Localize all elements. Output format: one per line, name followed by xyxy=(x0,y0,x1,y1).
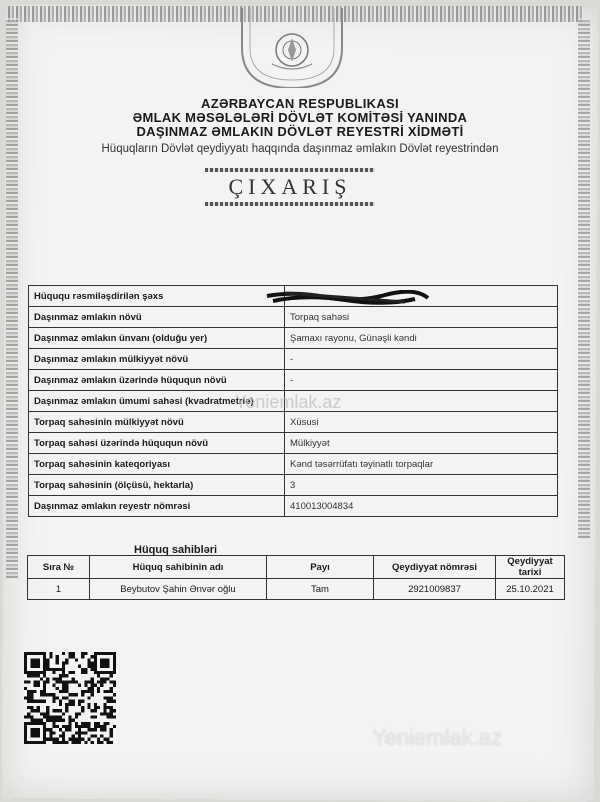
info-row xyxy=(29,328,558,349)
info-row xyxy=(29,454,558,475)
info-value: 3 xyxy=(285,475,558,496)
info-row xyxy=(29,349,558,370)
owners-table xyxy=(27,555,565,600)
info-label: Daşınmaz əmlakın mülkiyyət növü xyxy=(29,349,285,370)
title-ornament-bottom xyxy=(205,202,375,206)
info-value: Şamaxı rayonu, Günəşli kəndi xyxy=(285,328,558,349)
info-value: 410013004834 xyxy=(285,496,558,517)
info-label: Daşınmaz əmlakın ünvanı (olduğu yer) xyxy=(29,328,285,349)
header-subtitle: Hüquqların Dövlət qeydiyyatı haqqında daşınmaz əmlakın Dövlət reyestrindən xyxy=(101,143,499,155)
watermark-bottom: Yeniemlak.az xyxy=(372,725,503,750)
info-value: Mülkiyyət xyxy=(285,433,558,454)
info-row xyxy=(29,433,558,454)
info-row xyxy=(29,412,558,433)
owners-cell: 2921009837 xyxy=(374,579,496,600)
owners-header-cell: Payı xyxy=(267,556,374,579)
info-label: Daşınmaz əmlakın üzərində hüququn növü xyxy=(29,370,285,391)
info-label: Torpaq sahəsinin mülkiyyət növü xyxy=(29,412,285,433)
info-label: Hüququ rəsmiləşdirilən şəxs xyxy=(29,286,285,307)
document-title: ÇIXARIŞ xyxy=(228,174,352,199)
header-line-2: ƏMLAK MƏSƏLƏLƏRİ DÖVLƏT KOMİTƏSİ YANINDA xyxy=(132,110,468,125)
owners-section-title: Hüquq sahibləri xyxy=(134,544,218,556)
info-label: Daşınmaz əmlakın növü xyxy=(29,307,285,328)
header-line-3: DAŞINMAZ ƏMLAKIN DÖVLƏT REYESTRİ XİDMƏTİ xyxy=(136,124,464,139)
info-row xyxy=(29,475,558,496)
info-value: - xyxy=(285,370,558,391)
info-row xyxy=(29,370,558,391)
title-ornament-top xyxy=(205,168,375,172)
info-row xyxy=(29,307,558,328)
info-label: Daşınmaz əmlakın reyestr nömrəsi xyxy=(29,496,285,517)
owners-cell: 1 xyxy=(28,579,90,600)
info-value: - xyxy=(285,349,558,370)
state-emblem-icon xyxy=(236,8,348,88)
info-value: Xüsusi xyxy=(285,412,558,433)
owners-header-cell: Sıra № xyxy=(28,556,90,579)
redaction-scribble xyxy=(265,290,430,306)
owners-cell: Tam xyxy=(267,579,374,600)
info-label: Torpaq sahəsinin (ölçüsü, hektarla) xyxy=(29,475,285,496)
info-value: Torpaq sahəsi xyxy=(285,307,558,328)
info-label: Daşınmaz əmlakın ümumi sahəsi (kvadratmetrlə) xyxy=(29,391,285,412)
header-line-1: AZƏRBAYCAN RESPUBLIKASI xyxy=(201,96,399,111)
info-value: Kənd təsərrüfatı təyinatlı torpaqlar xyxy=(285,454,558,475)
info-label: Torpaq sahəsinin kateqoriyası xyxy=(29,454,285,475)
info-label: Torpaq sahəsi üzərində hüququn növü xyxy=(29,433,285,454)
document-title-block xyxy=(205,168,375,208)
qr-code-icon xyxy=(24,652,116,744)
owners-header-cell: Qeydiyyat tarixi xyxy=(496,556,565,579)
owners-cell: 25.10.2021 xyxy=(496,579,565,600)
owners-header-row xyxy=(28,556,565,579)
owners-header-cell: Hüquq sahibinin adı xyxy=(90,556,267,579)
owners-row xyxy=(28,579,565,600)
info-row xyxy=(29,496,558,517)
owners-header-cell: Qeydiyyat nömrəsi xyxy=(374,556,496,579)
watermark-center: Yeniemlak.az xyxy=(235,392,342,412)
owners-cell: Beybutov Şahin Ənvər oğlu xyxy=(90,579,267,600)
